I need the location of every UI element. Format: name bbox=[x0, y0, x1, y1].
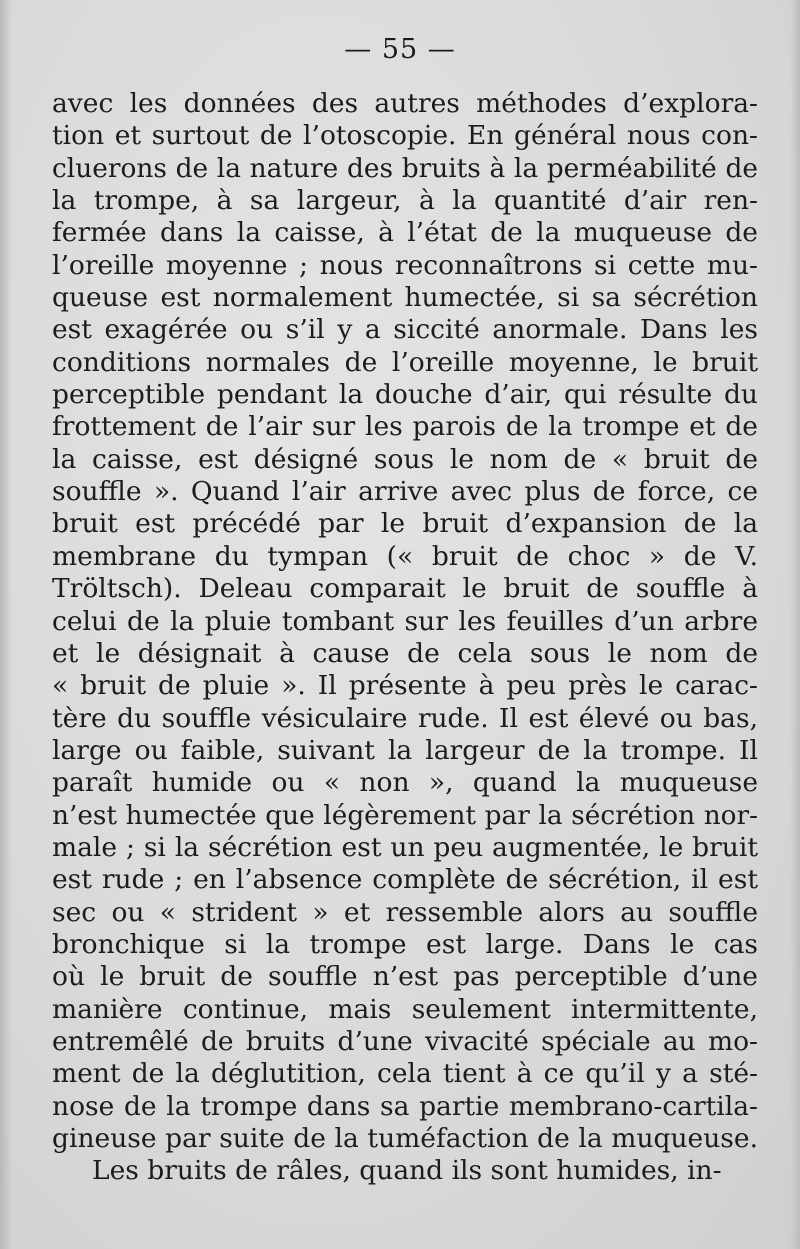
text-line: perceptible pendant la douche d’air, qui résulte du bbox=[52, 379, 758, 411]
text-line: membrane du tympan (« bruit de choc » de V. bbox=[52, 540, 758, 572]
body-text bbox=[52, 88, 758, 1188]
text-line: la caisse, est désigné sous le nom de « bruit de bbox=[52, 443, 758, 475]
paragraph-start-line: Les bruits de râles, quand ils sont humides, in- bbox=[92, 1155, 722, 1187]
text-line: conditions normales de l’oreille moyenne, le bruit bbox=[52, 346, 758, 378]
text-line: entremêlé de bruits d’une vivacité spéciale au mo- bbox=[52, 1025, 758, 1057]
text-line: et le désignait à cause de cela sous le nom de bbox=[52, 637, 758, 669]
text-line: celui de la pluie tombant sur les feuilles d’un arbre bbox=[52, 605, 758, 637]
text-line: tion et surtout de l’otoscopie. En général nous con- bbox=[52, 120, 758, 152]
text-line: avec les données des autres méthodes d’explora- bbox=[52, 88, 758, 119]
text-line: nose de la trompe dans sa partie membrano-cartila- bbox=[52, 1090, 758, 1122]
text-line: queuse est normalement humectée, si sa sécrétion bbox=[52, 282, 758, 314]
text-line: n’est humectée que légèrement par la sécrétion nor- bbox=[52, 800, 758, 831]
text-line: fermée dans la caisse, à l’état de la muqueuse de bbox=[52, 217, 758, 249]
text-line: l’oreille moyenne ; nous reconnaîtrons si cette mu- bbox=[52, 249, 758, 281]
page-number-header: — 55 — bbox=[344, 34, 456, 65]
text-line: est exagérée ou s’il y a siccité anormale. Dans les bbox=[52, 314, 758, 346]
text-line: tère du souffle vésiculaire rude. Il est élevé ou bas, bbox=[52, 702, 758, 734]
text-line: est rude ; en l’absence complète de sécrétion, il est bbox=[52, 864, 758, 896]
text-line: Tröltsch). Deleau comparait le bruit de souffle à bbox=[52, 573, 758, 605]
text-line: souffle ». Quand l’air arrive avec plus de force, ce bbox=[52, 476, 758, 508]
text-line: cluerons de la nature des bruits à la perméabilité de bbox=[52, 152, 758, 184]
text-line: la trompe, à sa largeur, à la quantité d’air ren- bbox=[52, 185, 758, 217]
text-line: ment de la déglutition, cela tient à ce qu’il y a sté- bbox=[52, 1058, 758, 1090]
text-line: gineuse par suite de la tuméfaction de la muqueuse. bbox=[52, 1123, 758, 1154]
text-line: large ou faible, suivant la largeur de la trompe. Il bbox=[52, 734, 758, 766]
text-line: manière continue, mais seulement intermittente, bbox=[52, 993, 758, 1025]
text-line: bronchique si la trompe est large. Dans le cas bbox=[52, 928, 758, 960]
text-line: bruit est précédé par le bruit d’expansion de la bbox=[52, 508, 758, 540]
text-line: « bruit de pluie ». Il présente à peu près le carac- bbox=[52, 670, 758, 702]
text-line: male ; si la sécrétion est un peu augmentée, le bruit bbox=[52, 831, 758, 863]
text-line: frottement de l’air sur les parois de la trompe et de bbox=[52, 411, 758, 443]
text-line: paraît humide ou « non », quand la muqueuse bbox=[52, 767, 758, 799]
text-line: où le bruit de souffle n’est pas perceptible d’une bbox=[52, 961, 758, 993]
text-line: sec ou « strident » et ressemble alors au souffle bbox=[52, 896, 758, 928]
